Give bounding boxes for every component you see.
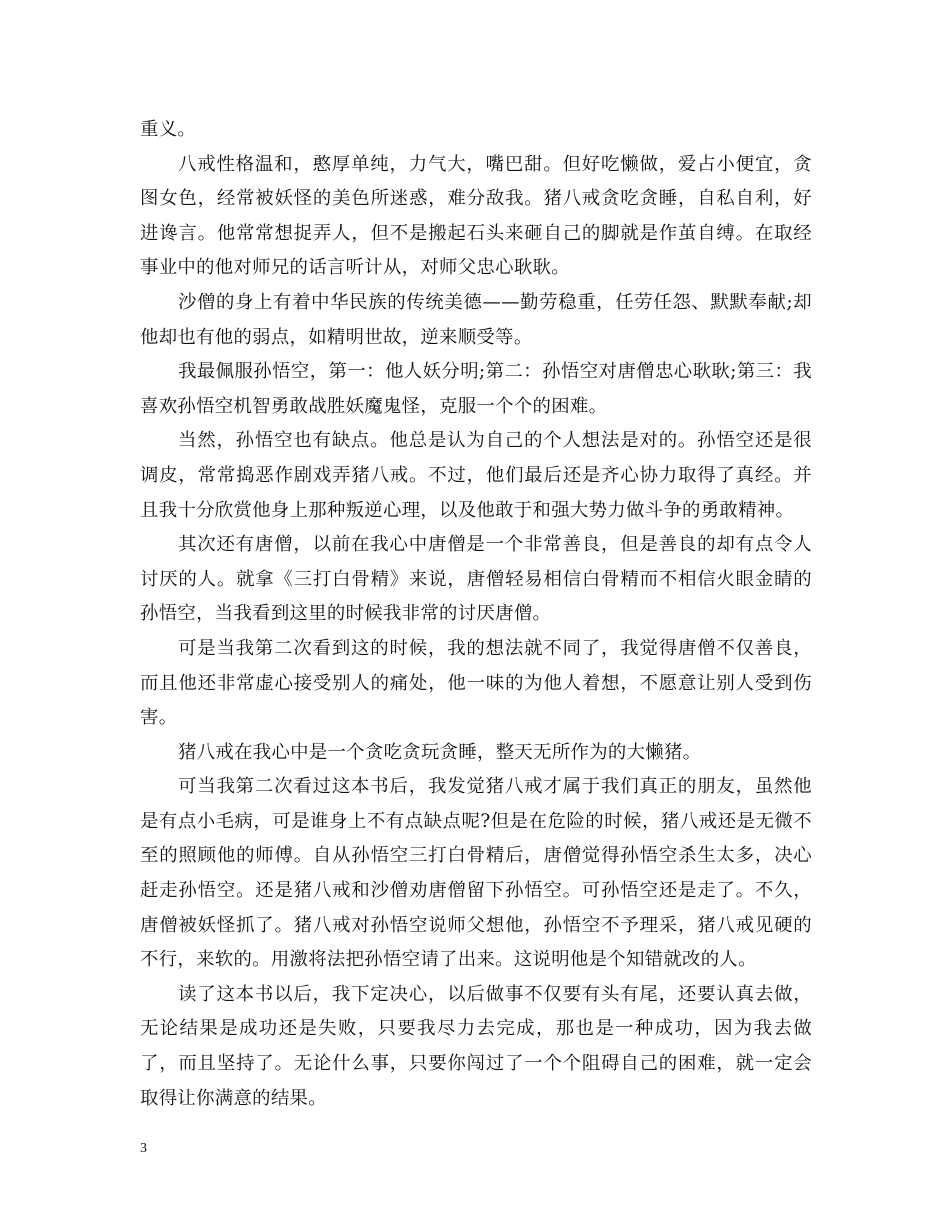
paragraph: 我最佩服孙悟空，第一：他人妖分明;第二：孙悟空对唐僧忠心耿耿;第三：我喜欢孙悟空机智勇敢战胜妖魔鬼怪，克服一个个的困难。 bbox=[140, 361, 812, 417]
paragraph: 其次还有唐僧，以前在我心中唐僧是一个非常善良，但是善良的却有点令人讨厌的人。就拿《三打白骨精》来说，唐僧轻易相信白骨精而不相信火眼金睛的孙悟空，当我看到这里的时候我非常的讨厌唐僧。 bbox=[140, 534, 812, 625]
document-body bbox=[140, 113, 812, 1116]
paragraph: 重义。 bbox=[140, 119, 197, 140]
paragraph: 猪八戒在我心中是一个贪吃贪玩贪睡，整天无所作为的大懒猪。 bbox=[178, 741, 702, 763]
paragraph: 沙僧的身上有着中华民族的传统美德——勤劳稳重，任劳任怨、默默奉献;却他却也有他的弱点，如精明世故，逆来顺受等。 bbox=[140, 291, 812, 348]
paragraph: 读了这本书以后，我下定决心，以后做事不仅要有头有尾，还要认真去做，无论结果是成功还是失败，只要我尽力去完成，那也是一种成功，因为我去做了，而且坚持了。无论什么事，只要你闯过了一个个阻碍自己的困难，就一定会取得让你满意的结果。 bbox=[140, 983, 812, 1109]
paragraph: 可当我第二次看过这本书后，我发觉猪八戒才属于我们真正的朋友，虽然他是有点小毛病，可是谁身上不有点缺点呢?但是在危险的时候，猪八戒还是无微不至的照顾他的师傅。自从孙悟空三打白骨精后，唐僧觉得孙悟空杀生太多，决心赶走孙悟空。还是猪八戒和沙僧劝唐僧留下孙悟空。可孙悟空还是走了。不久，唐僧被妖怪抓了。猪八戒对孙悟空说师父想他，孙悟空不予理采，猪八戒见硬的不行，来软的。用激将法把孙悟空请了出来。这说明他是个知错就改的人。 bbox=[140, 776, 812, 971]
paragraph: 八戒性格温和，憨厚单纯，力气大，嘴巴甜。但好吃懒做，爱占小便宜，贪图女色，经常被妖怪的美色所迷惑，难分敌我。猪八戒贪吃贪睡，自私自利，好进谗言。他常常想捉弄人，但不是搬起石头来砸自己的脚就是作茧自缚。在取经事业中的他对师兄的话言听计从，对师父忠心耿耿。 bbox=[140, 153, 812, 279]
paragraph: 当然，孙悟空也有缺点。他总是认为自己的个人想法是对的。孙悟空还是很调皮，常常捣恶作剧戏弄猪八戒。不过，他们最后还是齐心协力取得了真经。并且我十分欣赏他身上那种叛逆心理，以及他敢于和强大势力做斗争的勇敢精神。 bbox=[140, 430, 812, 521]
paragraph: 可是当我第二次看到这的时候，我的想法就不同了，我觉得唐僧不仅善良，而且他还非常虚心接受别人的痛处，他一味的为他人着想，不愿意让别人受到伤害。 bbox=[140, 637, 812, 729]
page-number: 3 bbox=[140, 1141, 147, 1156]
